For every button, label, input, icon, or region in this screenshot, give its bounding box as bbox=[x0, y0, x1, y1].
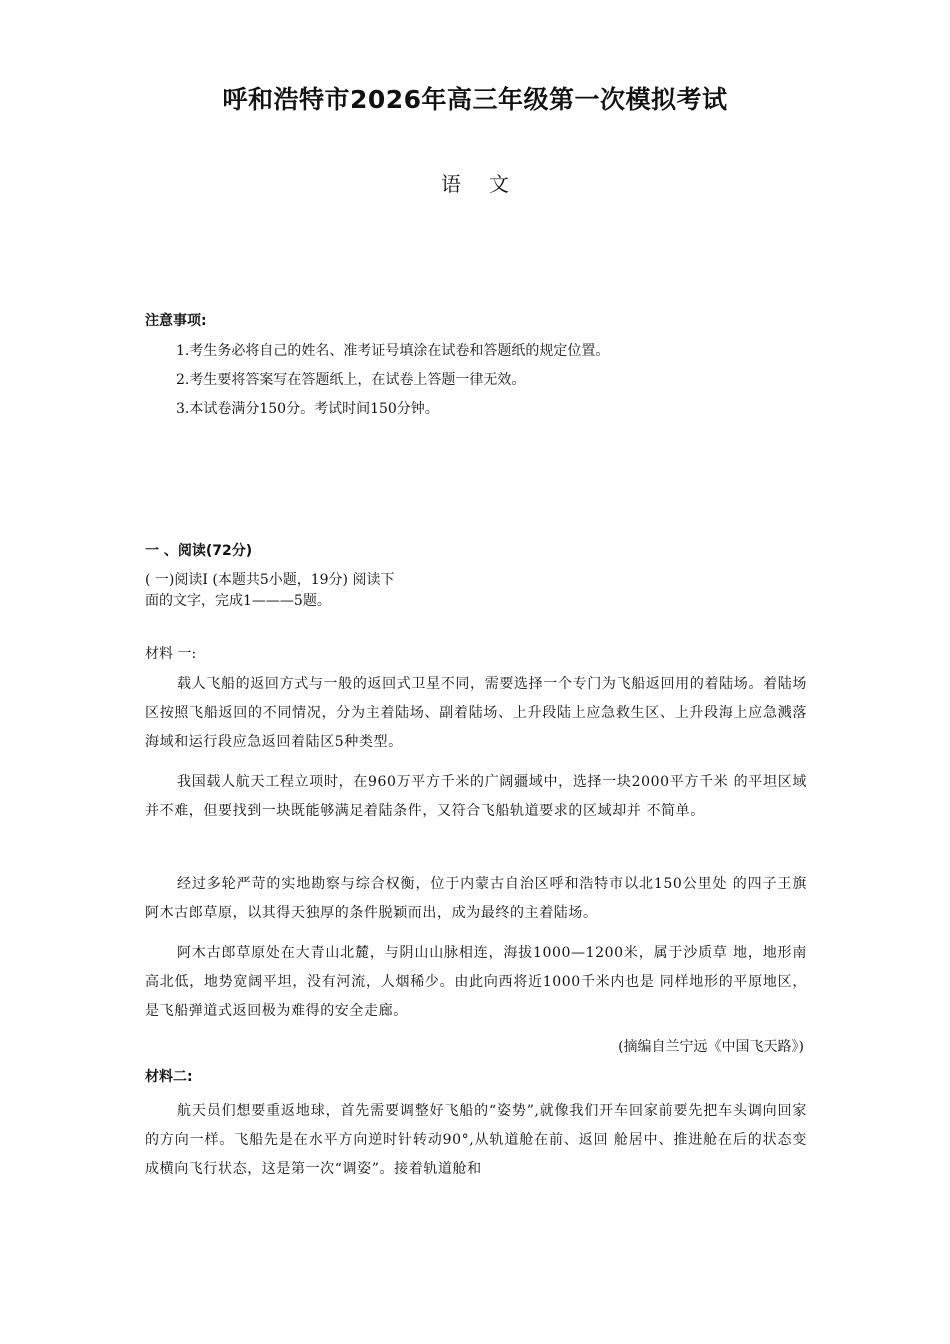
notes-heading: 注意事项: bbox=[145, 313, 207, 329]
note-item-3: 3.本试卷满分150分。考试时间150分钟。 bbox=[176, 401, 439, 417]
material-1-label: 材料 一: bbox=[145, 646, 197, 662]
exam-title: 呼和浩特市2026年高三年级第一次模拟考试 bbox=[222, 85, 728, 114]
section-heading: 一 、阅读(72分) bbox=[145, 543, 253, 559]
material-1-paragraph: 阿木古郎草原处在大青山北麓，与阴山山脉相连，海拔1000—1200米，属于沙质草 地，地形南高北低，地势宽阔平坦，没有河流，人烟稀少。由此向西将近1000千米内也是 同样地形的平原地区，是飞船弹道式返回极为难得的安全走廊。 bbox=[145, 945, 807, 1019]
note-item-1: 1.考生务必将自己的姓名、准考证号填涂在试卷和答题纸的规定位置。 bbox=[176, 343, 610, 359]
material-1-paragraph: 经过多轮严苛的实地勘察与综合权衡，位于内蒙古自治区呼和浩特市以北150公里处 的四子王旗阿木古郎草原，以其得天独厚的条件脱颖而出，成为最终的主着陆场。 bbox=[145, 876, 807, 921]
section-intro: ( 一)阅读Ⅰ (本题共5小题，19分) 阅读下面的文字，完成1———5题。 bbox=[145, 572, 395, 609]
material-1-source: (摘编自兰宁远《中国飞天路》) bbox=[618, 1039, 804, 1055]
material-2-label: 材料二: bbox=[145, 1069, 193, 1085]
material-2-paragraph: 航天员们想要重返地球，首先需要调整好飞船的“姿势”,就像我们开车回家前要先把车头调向回家的方向一样。飞船先是在水平方向逆时针转动90°,从轨道舱在前、返回 舱居中、推进舱在后的状态变成横向飞行状态，这是第一次“调姿”。接着轨道舱和 bbox=[145, 1103, 807, 1177]
note-item-2: 2.考生要将答案写在答题纸上，在试卷上答题一律无效。 bbox=[176, 372, 526, 388]
subject-title: 语文 bbox=[441, 172, 537, 196]
material-1-paragraph: 我国载人航天工程立项时，在960万平方千米的广阔疆域中，选择一块2000平方千米 的平坦区域并不难，但要找到一块既能够满足着陆条件，又符合飞船轨道要求的区域却并 不简单。 bbox=[145, 774, 807, 819]
material-1-paragraph: 载人飞船的返回方式与一般的返回式卫星不同，需要选择一个专门为飞船返回用的着陆场。着陆场区按照飞船返回的不同情况，分为主着陆场、副着陆场、上升段陆上应急救生区、上升段海上应急溅落海域和运行段应急返回着陆区5种类型。 bbox=[145, 676, 807, 750]
